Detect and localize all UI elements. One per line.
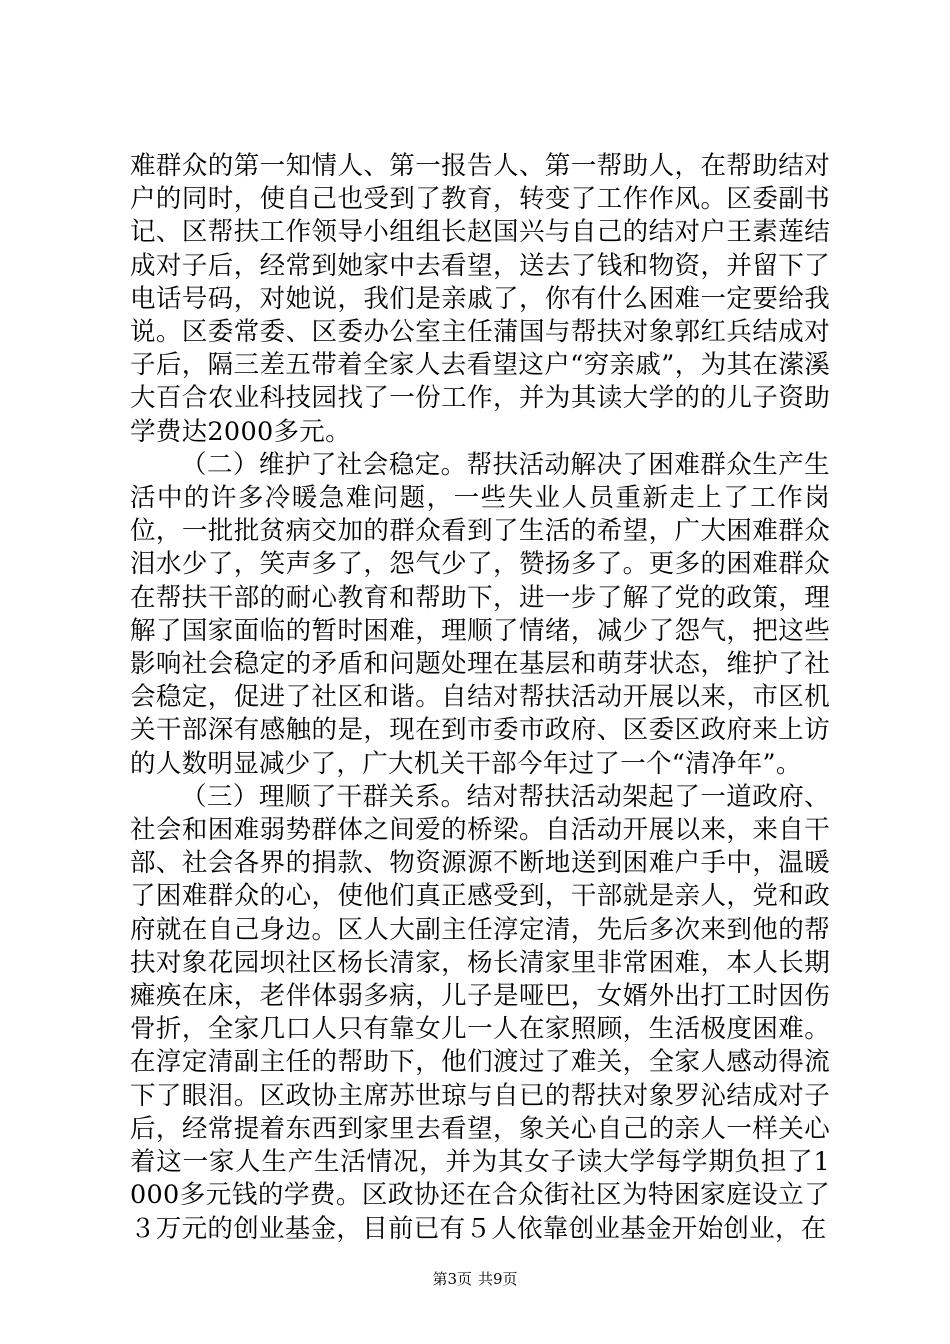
paragraph-continuation: 难群众的第一知情人、第一报告人、第一帮助人，在帮助结对户的同时，使自己也受到了教育，转变了工作作风。区委副书记、区帮扶工作领导小组组长赵国兴与自己的结对户王素莲结成对子后，经常到她家中去看望，送去了钱和物资，并留下了电话号码，对她说，我们是亲戚了，你有什么困难一定要给我说。区委常委、区委办公室主任蒲国与帮扶对象郭红兵结成对子后，隔三差五带着全家人去看望这户“穷亲戚”，为其在潆溪大百合农业科技园找了一份工作，并为其读大学的的儿子资助学费达2000多元。 <box>130 151 830 447</box>
paragraph-cadre-relations: （三）理顺了干群关系。结对帮扶活动架起了一道政府、社会和困难弱势群体之间爱的桥梁。自活动开展以来，来自干部、社会各界的捐款、物资源源不断地送到困难户手中，温暖了困难群众的心，使他们真正感受到，干部就是亲人，党和政府就在自己身边。区人大副主任淳定清，先后多次来到他的帮扶对象花园坝社区杨长清家，杨长清家里非常困难，本人长期瘫痪在床，老伴体弱多病，儿子是哑巴，女婿外出打工时因伤骨折，全家几口人只有靠女儿一人在家照顾，生活极度困难。在淳定清副主任的帮助下，他们渡过了难关，全家人感动得流下了眼泪。区政协主席苏世琼与自已的帮扶对象罗沁结成对子后，经常提着东西到家里去看望，象关心自己的亲人一样关心着这一家人生产生活情况，并为其女子读大学每学期负担了1000多元钱的学费。区政协还在合众街社区为特困家庭设立了３万元的创业基金，目前已有５人依靠创业基金开始创业，在 <box>130 781 830 1244</box>
page-total: 共9页 <box>478 1270 518 1288</box>
paragraph-social-stability: （二）维护了社会稳定。帮扶活动解决了困难群众生产生活中的许多冷暖急难问题，一些失业人员重新走上了工作岗位，一批批贫病交加的群众看到了生活的希望，广大困难群众泪水少了，笑声多了，怨气少了，赞扬多了。更多的困难群众在帮扶干部的耐心教育和帮助下，进一步了解了党的政策，理解了国家面临的暂时困难，理顺了情绪，减少了怨气，把这些影响社会稳定的矛盾和问题处理在基层和萌芽状态，维护了社会稳定，促进了社区和谐。自结对帮扶活动开展以来，市区机关干部深有感触的是，现在到市委市政府、区委区政府来上访的人数明显减少了，广大机关干部今年过了一个“清净年”。 <box>130 449 830 779</box>
document-body <box>130 150 830 1246</box>
page-number: 第3页 <box>432 1270 472 1288</box>
page-footer <box>0 1269 950 1289</box>
